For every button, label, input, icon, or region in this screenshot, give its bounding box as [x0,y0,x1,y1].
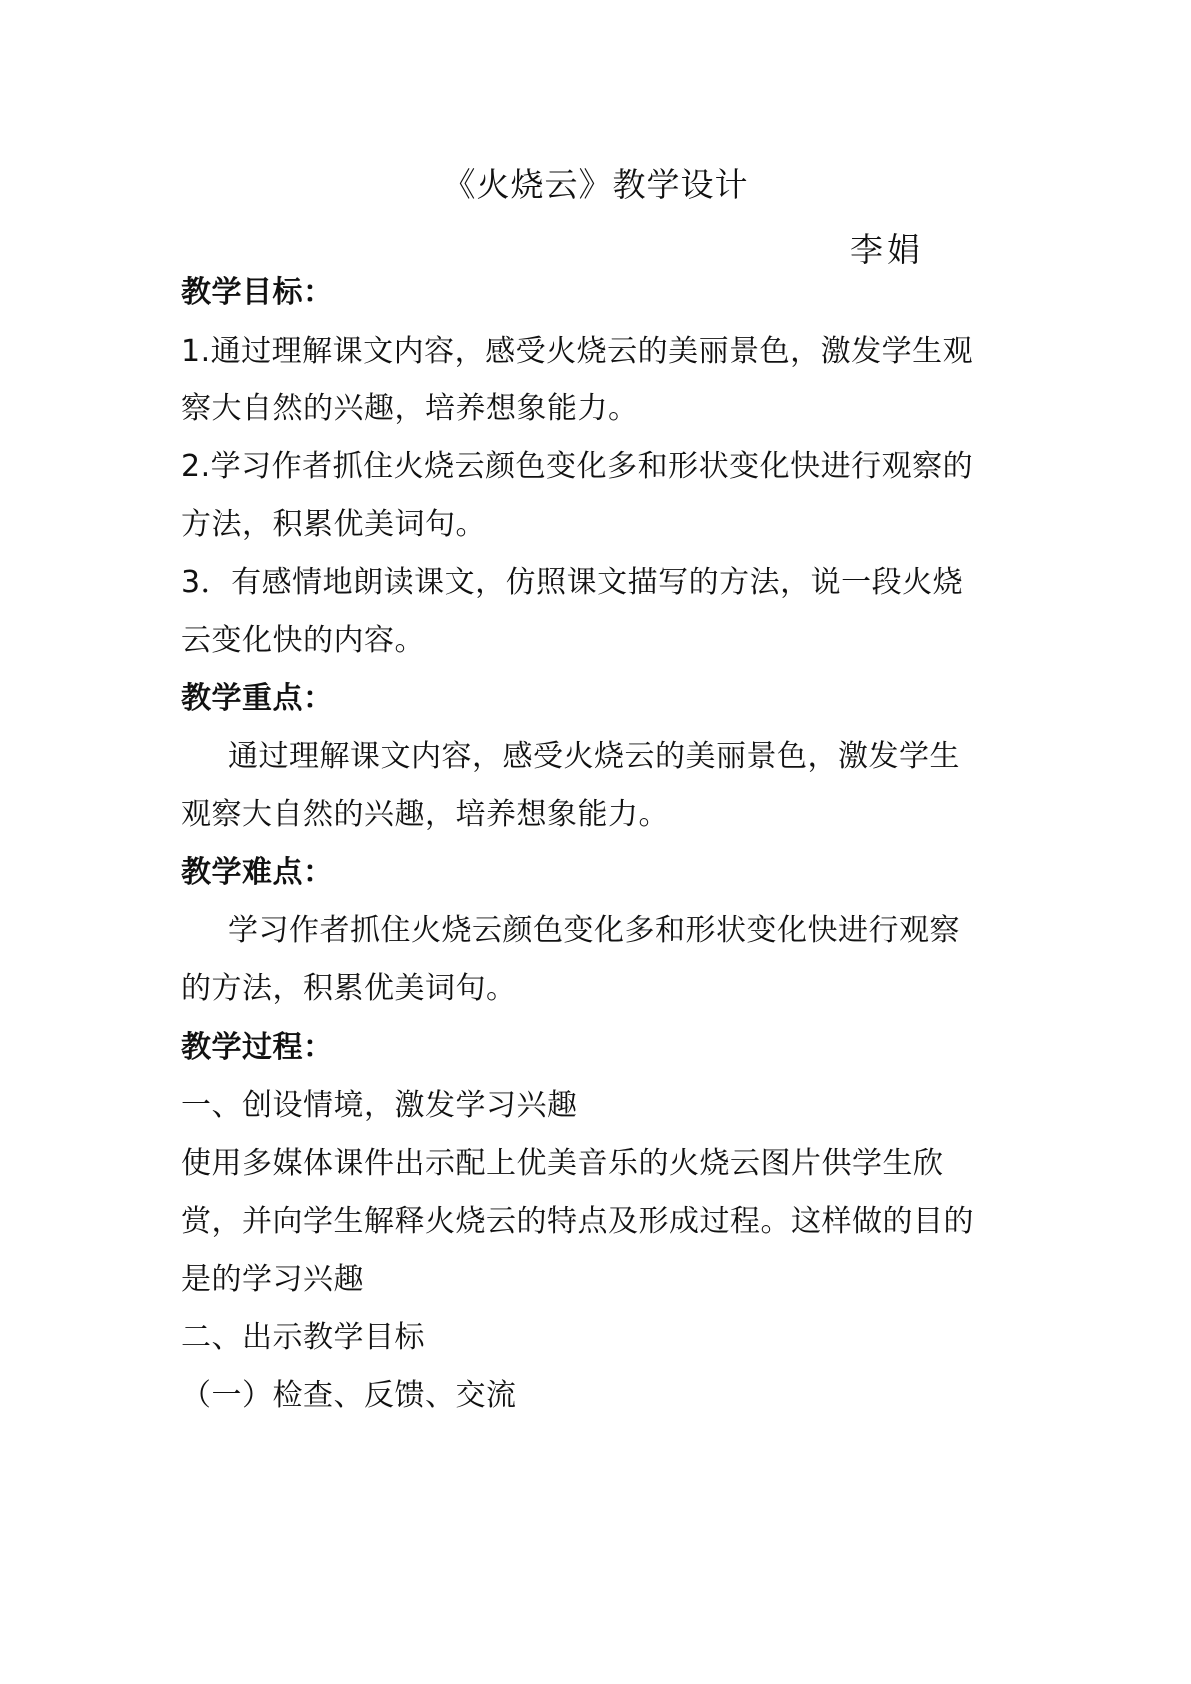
heading-teaching-goals: 教学目标： [181,275,334,310]
heading-teaching-difficulty: 教学难点： [181,855,334,890]
paragraph-line: 使用多媒体课件出示配上优美音乐的火烧云图片供学生欣 [181,1146,944,1181]
paragraph-line: 方法，积累优美词句。 [181,507,486,542]
paragraph-line: 通过理解课文内容，感受火烧云的美丽景色，激发学生 [228,739,960,774]
subsection-heading: （一）检查、反馈、交流 [181,1378,517,1413]
author-name: 李娟 [850,230,924,269]
paragraph-line: 3．有感情地朗读课文，仿照课文描写的方法，说一段火烧 [181,565,964,600]
section-heading: 二、出示教学目标 [181,1320,425,1355]
document-title: 《火烧云》教学设计 [442,165,749,204]
section-heading: 一、创设情境，激发学习兴趣 [181,1088,578,1123]
paragraph-line: 云变化快的内容。 [181,623,425,658]
paragraph-line: 察大自然的兴趣，培养想象能力。 [181,391,639,426]
heading-teaching-process: 教学过程： [181,1030,334,1065]
heading-teaching-focus: 教学重点： [181,681,334,716]
paragraph-line: 观察大自然的兴趣，培养想象能力。 [181,797,669,832]
paragraph-line: 是的学习兴趣 [181,1262,364,1297]
paragraph-line: 赏，并向学生解释火烧云的特点及形成过程。这样做的目的 [181,1204,974,1239]
paragraph-line: 学习作者抓住火烧云颜色变化多和形状变化快进行观察 [228,913,960,948]
paragraph-line: 2.学习作者抓住火烧云颜色变化多和形状变化快进行观察的 [181,449,974,484]
paragraph-line: 1.通过理解课文内容，感受火烧云的美丽景色，激发学生观 [181,334,974,369]
paragraph-line: 的方法，积累优美词句。 [181,971,517,1006]
